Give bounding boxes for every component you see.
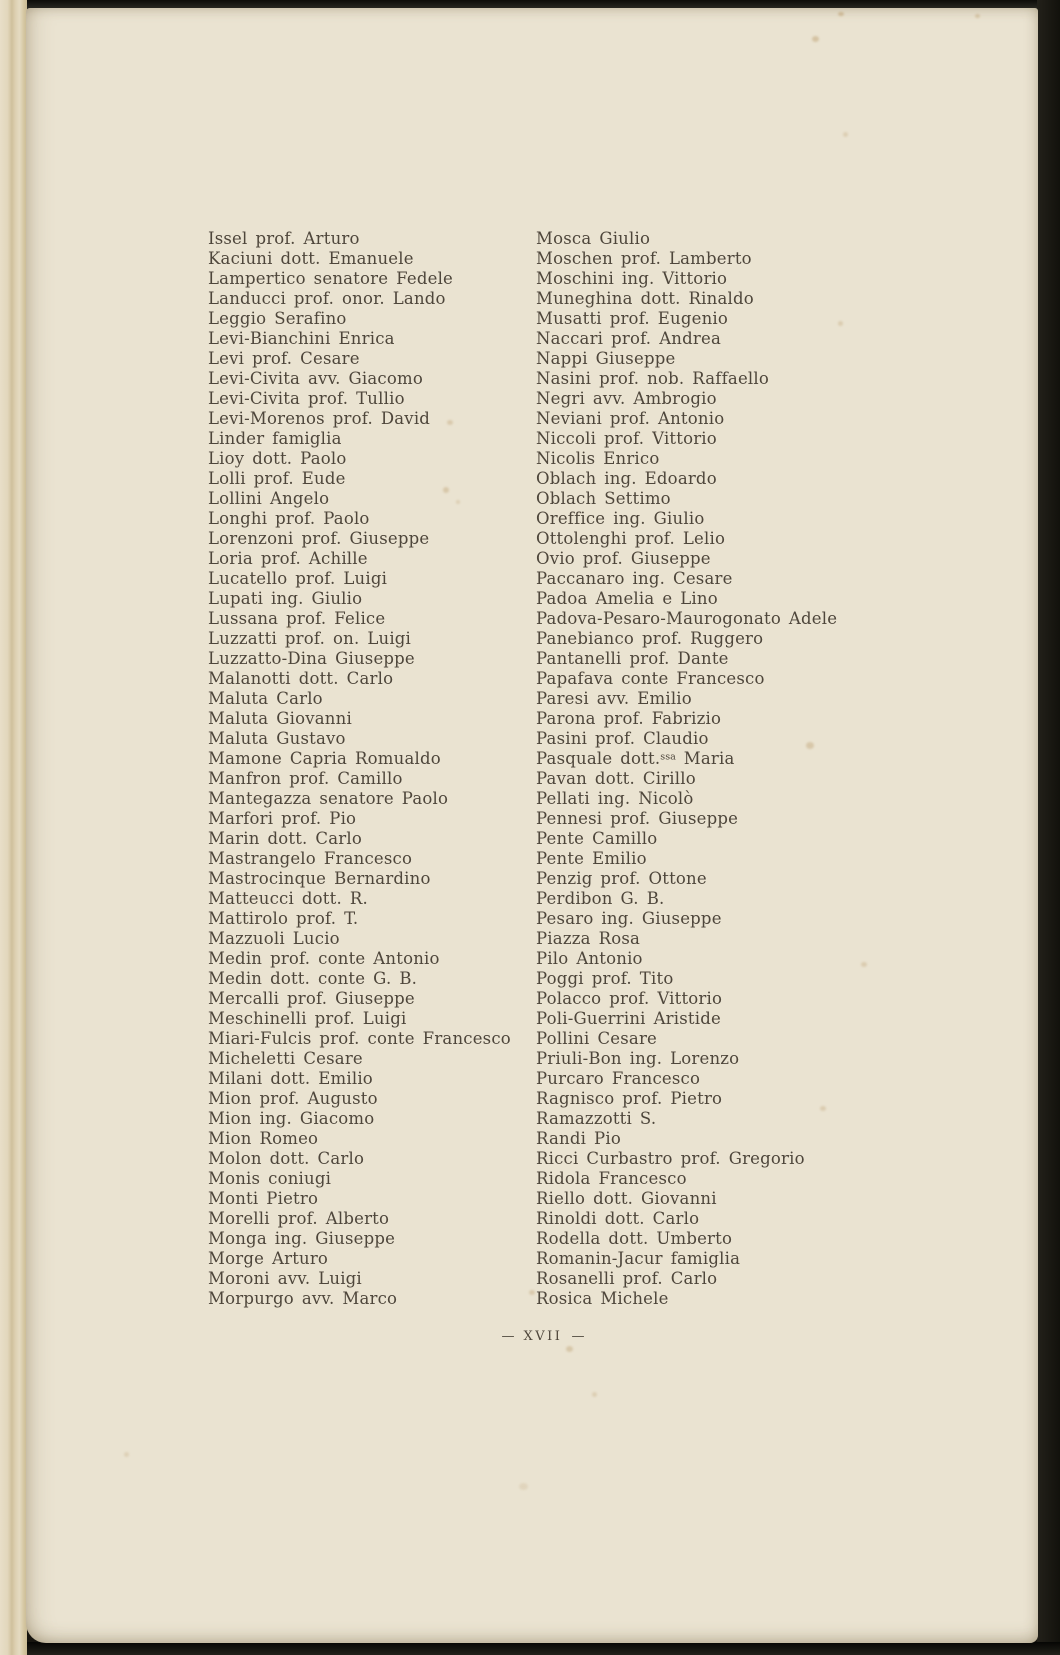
directory-entry: Mosca Giulio: [536, 229, 651, 248]
directory-entry: Levi-Civita prof. Tullio: [208, 389, 405, 408]
directory-entry: Lorenzoni prof. Giuseppe: [208, 529, 430, 548]
name-column-left: [208, 229, 511, 1309]
directory-entry: Levi-Morenos prof. David: [208, 409, 431, 428]
directory-entry: Parona prof. Fabrizio: [536, 709, 722, 728]
directory-entry: Mion ing. Giacomo: [208, 1109, 375, 1128]
directory-entry: Oblach ing. Edoardo: [536, 469, 717, 488]
directory-entry: Ovio prof. Giuseppe: [536, 549, 711, 568]
directory-entry: Randi Pio: [536, 1129, 621, 1148]
directory-entry: Nappi Giuseppe: [536, 349, 676, 368]
directory-entry: Manfron prof. Camillo: [208, 769, 403, 788]
foxing-spot: [975, 14, 980, 18]
directory-entry: Maluta Giovanni: [208, 709, 352, 728]
page-number: [473, 1329, 613, 1344]
directory-entry: Milani dott. Emilio: [208, 1069, 373, 1088]
directory-entry: Romanin-Jacur famiglia: [536, 1249, 741, 1268]
foxing-spot: [287, 626, 292, 630]
directory-entry: Micheletti Cesare: [208, 1049, 363, 1068]
book-cover-bottom-edge: [0, 1642, 1060, 1655]
directory-entry: Malanotti dott. Carlo: [208, 669, 394, 688]
book-page: [26, 8, 1038, 1643]
directory-entry: Oreffice ing. Giulio: [536, 509, 705, 528]
foxing-spot: [843, 132, 848, 137]
directory-entry: Lioy dott. Paolo: [208, 449, 347, 468]
directory-entry: Moschen prof. Lamberto: [536, 249, 752, 268]
directory-entry: Pellati ing. Nicolò: [536, 789, 694, 808]
directory-entry: Pasini prof. Claudio: [536, 729, 709, 748]
directory-entry: Mastrocinque Bernardino: [208, 869, 431, 888]
directory-entry: Monti Pietro: [208, 1189, 319, 1208]
directory-entry: Oblach Settimo: [536, 489, 671, 508]
stacked-page-edges: [0, 0, 27, 1655]
directory-entry: Morpurgo avv. Marco: [208, 1289, 398, 1308]
foxing-spot: [456, 500, 460, 504]
directory-entry: Mastrangelo Francesco: [208, 849, 413, 868]
directory-entry: Ragnisco prof. Pietro: [536, 1089, 723, 1108]
foxing-spot: [566, 1346, 573, 1352]
directory-entry: Naccari prof. Andrea: [536, 329, 721, 348]
directory-entry: Ottolenghi prof. Lelio: [536, 529, 726, 548]
directory-entry: Padoa Amelia e Lino: [536, 589, 718, 608]
directory-entry: Mion prof. Augusto: [208, 1089, 378, 1108]
foxing-spot: [838, 12, 844, 16]
directory-entry: Rosanelli prof. Carlo: [536, 1269, 718, 1288]
directory-entry: Paccanaro ing. Cesare: [536, 569, 733, 588]
directory-entry: Riello dott. Giovanni: [536, 1189, 717, 1208]
directory-entry: Polacco prof. Vittorio: [536, 989, 723, 1008]
directory-entry: Lampertico senatore Fedele: [208, 269, 454, 288]
directory-entry: Pantanelli prof. Dante: [536, 649, 729, 668]
directory-entry: Mion Romeo: [208, 1129, 319, 1148]
directory-entry: Maluta Gustavo: [208, 729, 346, 748]
directory-entry: Penzig prof. Ottone: [536, 869, 707, 888]
directory-entry: Morelli prof. Alberto: [208, 1209, 390, 1228]
directory-entry: Negri avv. Ambrogio: [536, 389, 717, 408]
foxing-spot: [447, 420, 453, 425]
directory-entry: Maluta Carlo: [208, 689, 323, 708]
directory-entry: Poggi prof. Tito: [536, 969, 674, 988]
page-number-dash-left: —: [501, 1329, 515, 1344]
directory-entry: Rodella dott. Umberto: [536, 1229, 733, 1248]
directory-entry: Issel prof. Arturo: [208, 229, 360, 248]
directory-entry: Moroni avv. Luigi: [208, 1269, 362, 1288]
directory-entry: Papafava conte Francesco: [536, 669, 765, 688]
directory-entry: Matteucci dott. R.: [208, 889, 368, 908]
directory-entry: Molon dott. Carlo: [208, 1149, 365, 1168]
directory-entry: Pollini Cesare: [536, 1029, 657, 1048]
directory-entry: Mantegazza senatore Paolo: [208, 789, 449, 808]
directory-entry: Medin dott. conte G. B.: [208, 969, 418, 988]
directory-entry: Luzzatto-Dina Giuseppe: [208, 649, 415, 668]
directory-entry: Pavan dott. Cirillo: [536, 769, 696, 788]
directory-entry: Lollini Angelo: [208, 489, 330, 508]
directory-entry: Pente Camillo: [536, 829, 658, 848]
directory-entry: Lolli prof. Eude: [208, 469, 346, 488]
directory-entry: Monis coniugi: [208, 1169, 332, 1188]
directory-entry: Padova-Pesaro-Maurogonato Adele: [536, 609, 838, 628]
directory-entry: Luzzatti prof. on. Luigi: [208, 629, 412, 648]
directory-entry: Niccoli prof. Vittorio: [536, 429, 717, 448]
foxing-spot: [124, 1452, 129, 1457]
directory-entry: Leggio Serafino: [208, 309, 347, 328]
directory-entry: Levi-Bianchini Enrica: [208, 329, 395, 348]
directory-entry: Poli-Guerrini Aristide: [536, 1009, 721, 1028]
directory-entry: Linder famiglia: [208, 429, 342, 448]
book-cover-right-edge: [1037, 0, 1060, 1655]
directory-entry: Panebianco prof. Ruggero: [536, 629, 764, 648]
directory-entry: Neviani prof. Antonio: [536, 409, 725, 428]
directory-entry: Lucatello prof. Luigi: [208, 569, 388, 588]
page-number-dash-right: —: [571, 1329, 585, 1344]
directory-entry: Morge Arturo: [208, 1249, 329, 1268]
directory-entry: Marfori prof. Pio: [208, 809, 357, 828]
directory-entry: Levi-Civita avv. Giacomo: [208, 369, 423, 388]
directory-entry: Landucci prof. onor. Lando: [208, 289, 446, 308]
directory-entry: Muneghina dott. Rinaldo: [536, 289, 754, 308]
directory-entry: Medin prof. conte Antonio: [208, 949, 440, 968]
directory-entry: Miari-Fulcis prof. conte Francesco: [208, 1029, 511, 1048]
directory-entry: Ridola Francesco: [536, 1169, 687, 1188]
directory-entry: Pente Emilio: [536, 849, 647, 868]
directory-entry: Rosica Michele: [536, 1289, 669, 1308]
directory-entry: Longhi prof. Paolo: [208, 509, 370, 528]
foxing-spot: [529, 1290, 535, 1295]
foxing-spot: [820, 1106, 826, 1111]
directory-entry: Pesaro ing. Giuseppe: [536, 909, 722, 928]
page-number-value: XVII: [523, 1329, 563, 1344]
foxing-spot: [443, 487, 449, 493]
directory-entry: Mamone Capria Romualdo: [208, 749, 441, 768]
directory-entry: Lupati ing. Giulio: [208, 589, 363, 608]
directory-entry: Mercalli prof. Giuseppe: [208, 989, 415, 1008]
directory-entry: Piazza Rosa: [536, 929, 641, 948]
directory-entry: Pennesi prof. Giuseppe: [536, 809, 739, 828]
directory-entry: Musatti prof. Eugenio: [536, 309, 729, 328]
directory-entry: Perdibon G. B.: [536, 889, 665, 908]
directory-entry: Ricci Curbastro prof. Gregorio: [536, 1149, 805, 1168]
directory-entry: Mazzuoli Lucio: [208, 929, 340, 948]
directory-entry: Nasini prof. nob. Raffaello: [536, 369, 770, 388]
directory-entry: Nicolis Enrico: [536, 449, 660, 468]
directory-entry: Loria prof. Achille: [208, 549, 368, 568]
directory-entry: Paresi avv. Emilio: [536, 689, 692, 708]
directory-entry: Rinoldi dott. Carlo: [536, 1209, 700, 1228]
foxing-spot: [838, 321, 843, 326]
foxing-spot: [519, 1483, 528, 1490]
directory-entry: Levi prof. Cesare: [208, 349, 360, 368]
directory-entry: Pilo Antonio: [536, 949, 643, 968]
foxing-spot: [812, 36, 819, 42]
directory-entry: Lussana prof. Felice: [208, 609, 386, 628]
name-column-right: [536, 229, 837, 1309]
directory-entry: Moschini ing. Vittorio: [536, 269, 728, 288]
directory-entry: Monga ing. Giuseppe: [208, 1229, 396, 1248]
foxing-spot: [592, 1392, 597, 1397]
directory-entry: Marin dott. Carlo: [208, 829, 362, 848]
foxing-spot: [806, 742, 814, 749]
directory-entry: Ramazzotti S.: [536, 1109, 657, 1128]
foxing-spot: [861, 962, 867, 967]
directory-entry: Purcaro Francesco: [536, 1069, 701, 1088]
directory-entry: Meschinelli prof. Luigi: [208, 1009, 407, 1028]
directory-entry: Pasquale dott.$^{ssa}$ Maria: [536, 749, 735, 768]
directory-entry: Kaciuni dott. Emanuele: [208, 249, 414, 268]
directory-entry: Priuli-Bon ing. Lorenzo: [536, 1049, 740, 1068]
directory-entry: Mattirolo prof. T.: [208, 909, 359, 928]
